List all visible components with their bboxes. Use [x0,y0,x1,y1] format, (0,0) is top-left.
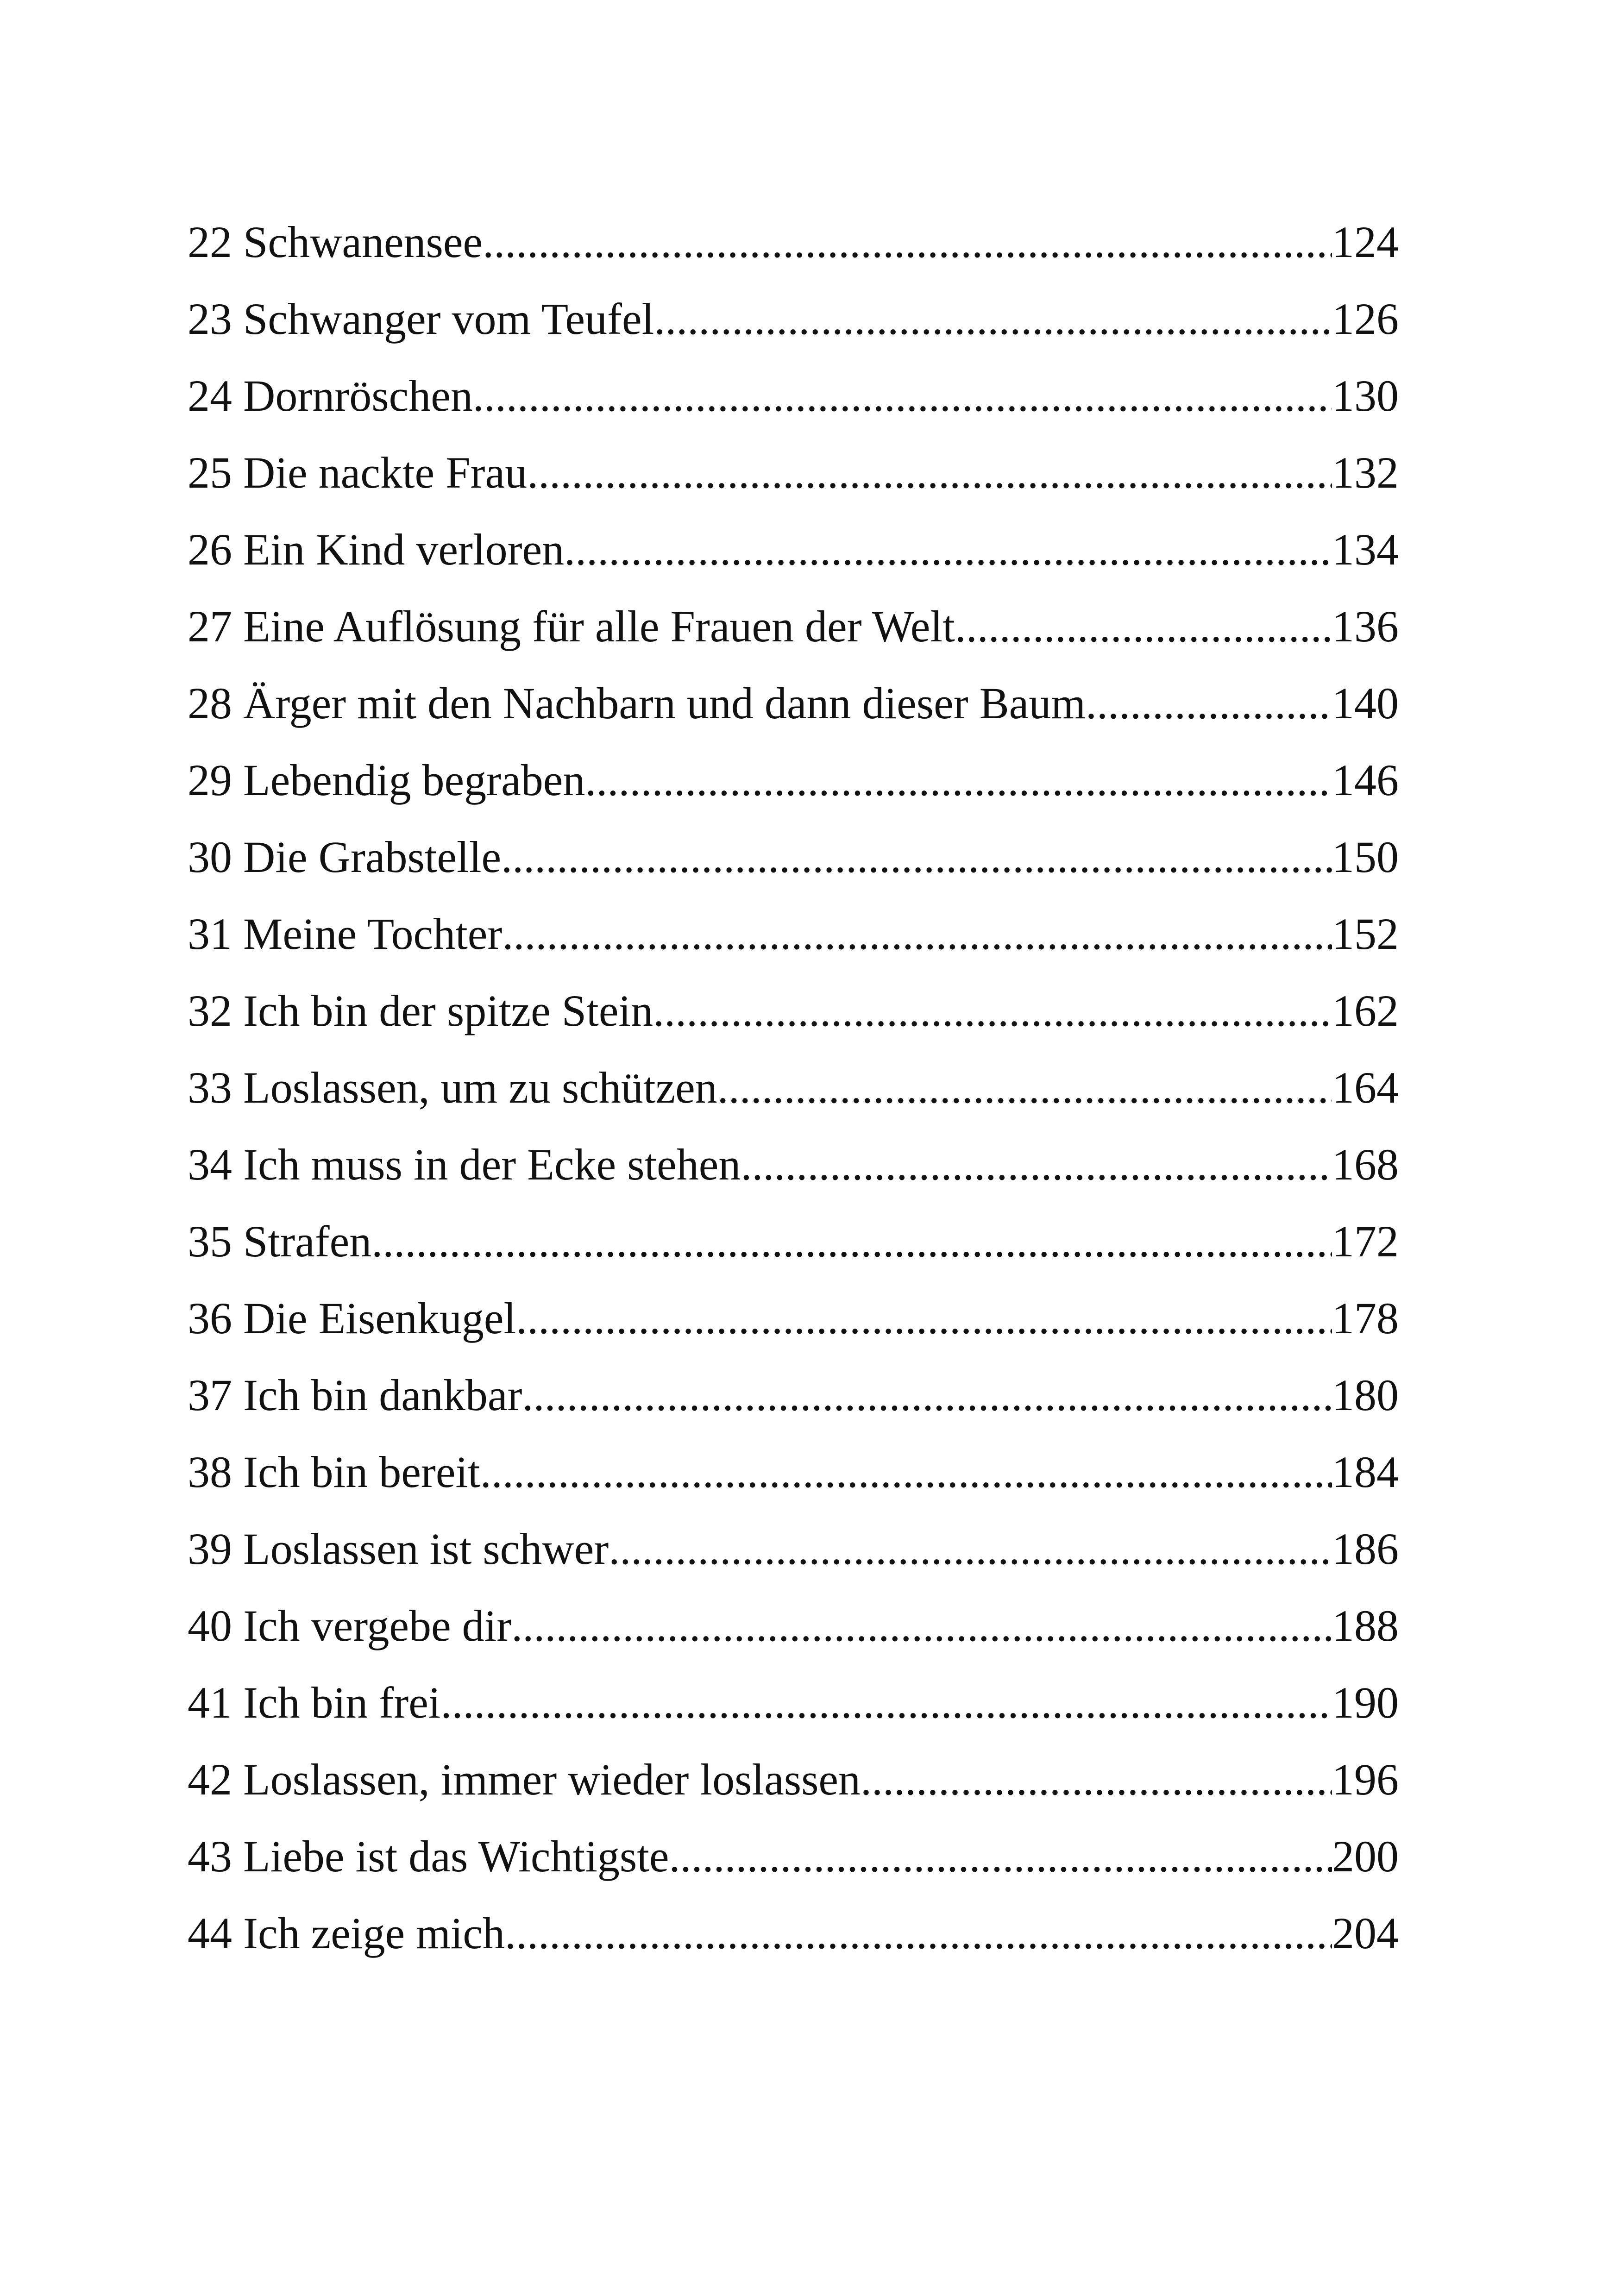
toc-entry-title: 29 Lebendig begraben [188,755,585,805]
toc-entry[interactable] [188,358,1399,434]
table-of-contents [188,204,1399,1972]
toc-entry-page: 124 [1332,217,1399,267]
toc-entry-title: 31 Meine Tochter [188,909,503,959]
toc-entry-title: 37 Ich bin dankbar [188,1370,522,1420]
toc-entry[interactable] [188,588,1399,665]
toc-entry-title: 43 Liebe ist das Wichtigste [188,1832,669,1881]
toc-entry[interactable] [188,1203,1399,1280]
toc-entry-title: 36 Die Eisenkugel [188,1293,516,1343]
toc-entry-title: 42 Loslassen, immer wieder loslassen [188,1755,861,1804]
toc-entry-title: 33 Loslassen, um zu schützen [188,1063,717,1112]
toc-entry[interactable] [188,434,1399,511]
toc-entry[interactable] [188,1587,1399,1664]
toc-entry-page: 132 [1332,448,1399,497]
toc-dot-leader [741,1126,1332,1203]
toc-dot-leader [483,204,1332,281]
toc-entry[interactable] [188,1126,1399,1203]
toc-dot-leader [585,742,1332,819]
toc-entry-page: 196 [1332,1755,1399,1804]
toc-entry-page: 200 [1332,1832,1399,1881]
toc-entry-title: 27 Eine Auflösung für alle Frauen der Welt [188,602,955,651]
toc-entry[interactable] [188,665,1399,742]
toc-entry[interactable] [188,1357,1399,1434]
toc-entry-page: 126 [1332,294,1399,344]
toc-entry-page: 204 [1332,1908,1399,1958]
toc-entry-page: 190 [1332,1678,1399,1727]
toc-entry-title: 30 Die Grabstelle [188,832,502,882]
toc-entry-page: 162 [1332,986,1399,1035]
toc-entry[interactable] [188,281,1399,358]
toc-entry-title: 25 Die nackte Frau [188,448,528,497]
toc-dot-leader [654,281,1332,358]
toc-dot-leader [717,1049,1332,1126]
toc-dot-leader [527,434,1332,511]
toc-dot-leader [522,1357,1332,1434]
toc-entry-page: 180 [1332,1370,1399,1420]
toc-dot-leader [480,1434,1332,1511]
toc-entry-title: 40 Ich vergebe dir [188,1601,512,1650]
toc-entry[interactable] [188,742,1399,819]
toc-entry[interactable] [188,972,1399,1049]
toc-entry-page: 140 [1332,678,1399,728]
toc-dot-leader [371,1203,1332,1280]
toc-entry-title: 35 Strafen [188,1217,372,1266]
toc-dot-leader [653,972,1332,1049]
toc-dot-leader [473,358,1332,434]
toc-dot-leader [955,588,1332,665]
toc-entry-page: 172 [1332,1217,1399,1266]
toc-entry-title: 28 Ärger mit den Nachbarn und dann dieser Baum [188,678,1086,728]
toc-dot-leader [511,1587,1332,1664]
toc-entry-title: 22 Schwanensee [188,217,483,267]
toc-entry-page: 130 [1332,371,1399,420]
toc-entry-page: 146 [1332,755,1399,805]
toc-entry-title: 32 Ich bin der spitze Stein [188,986,653,1035]
toc-entry[interactable] [188,204,1399,281]
toc-entry-title: 39 Loslassen ist schwer [188,1524,609,1574]
toc-dot-leader [564,511,1332,588]
toc-dot-leader [609,1511,1332,1587]
toc-entry-page: 168 [1332,1140,1399,1189]
toc-entry[interactable] [188,896,1399,972]
toc-entry-title: 24 Dornröschen [188,371,473,420]
toc-entry[interactable] [188,1434,1399,1511]
toc-entry[interactable] [188,1741,1399,1818]
toc-entry[interactable] [188,1511,1399,1587]
toc-entry-page: 134 [1332,525,1399,574]
toc-entry-title: 23 Schwanger vom Teufel [188,294,654,344]
toc-entry[interactable] [188,511,1399,588]
toc-dot-leader [505,1895,1332,1972]
toc-entry-page: 152 [1332,909,1399,959]
toc-entry-title: 38 Ich bin bereit [188,1447,480,1497]
toc-entry[interactable] [188,1049,1399,1126]
toc-dot-leader [516,1280,1332,1357]
toc-entry-title: 41 Ich bin frei [188,1678,441,1727]
toc-entry[interactable] [188,1664,1399,1741]
toc-entry[interactable] [188,1818,1399,1895]
toc-entry-page: 150 [1332,832,1399,882]
toc-entry[interactable] [188,1895,1399,1972]
toc-dot-leader [440,1664,1332,1741]
toc-dot-leader [501,819,1332,896]
toc-entry-page: 188 [1332,1601,1399,1650]
toc-entry-title: 44 Ich zeige mich [188,1908,505,1958]
toc-entry-page: 184 [1332,1447,1399,1497]
toc-entry-title: 26 Ein Kind verloren [188,525,565,574]
toc-entry-title: 34 Ich muss in der Ecke stehen [188,1140,741,1189]
toc-dot-leader [861,1741,1332,1818]
toc-dot-leader [669,1818,1332,1895]
toc-entry[interactable] [188,1280,1399,1357]
toc-dot-leader [1086,665,1332,742]
toc-entry-page: 136 [1332,602,1399,651]
toc-dot-leader [502,896,1332,972]
toc-entry-page: 186 [1332,1524,1399,1574]
toc-entry-page: 164 [1332,1063,1399,1112]
toc-entry[interactable] [188,819,1399,896]
toc-entry-page: 178 [1332,1293,1399,1343]
